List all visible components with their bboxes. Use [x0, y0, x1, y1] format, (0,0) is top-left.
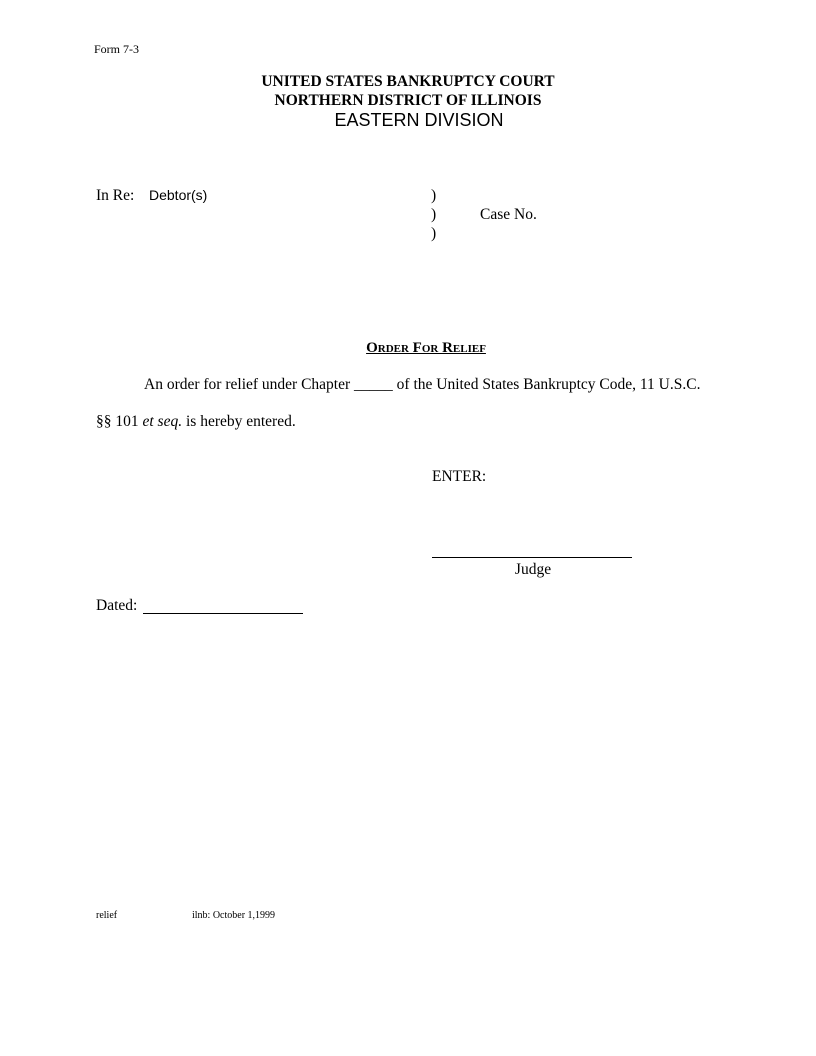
date-line[interactable]: [143, 613, 303, 614]
body-text: §§ 101: [96, 413, 143, 430]
body-text: of the United States Bankruptcy Code, 11 U.S.C.: [392, 376, 701, 393]
judge-signature-line[interactable]: [432, 557, 632, 558]
document-title: Order For Relief: [366, 340, 486, 356]
court-name: UNITED STATES BANKRUPTCY COURT: [261, 73, 555, 90]
division-name: EASTERN DIVISION: [334, 110, 504, 130]
enter-label: ENTER:: [432, 468, 487, 485]
footer-left: relief: [96, 910, 118, 921]
et-seq: et seq.: [142, 413, 183, 430]
case-number-label: Case No.: [480, 206, 537, 223]
district-name: NORTHERN DISTRICT OF ILLINOIS: [274, 92, 542, 109]
caption-paren: ): [431, 225, 437, 242]
dated-label: Dated:: [96, 597, 138, 614]
body-line-2: [96, 414, 296, 430]
debtor-label: Debtor(s): [149, 187, 208, 203]
chapter-blank[interactable]: _____: [354, 376, 393, 393]
body-text: An order for relief under Chapter: [144, 376, 355, 393]
footer-right: ilnb: October 1,1999: [192, 910, 276, 921]
judge-label: Judge: [514, 561, 552, 578]
caption-paren: ): [431, 206, 437, 223]
body-text: is hereby entered.: [182, 413, 296, 430]
caption-paren: ): [431, 187, 437, 204]
form-number: Form 7-3: [94, 42, 139, 56]
in-re-label: In Re:: [96, 187, 135, 204]
body-line-1: [144, 377, 700, 393]
